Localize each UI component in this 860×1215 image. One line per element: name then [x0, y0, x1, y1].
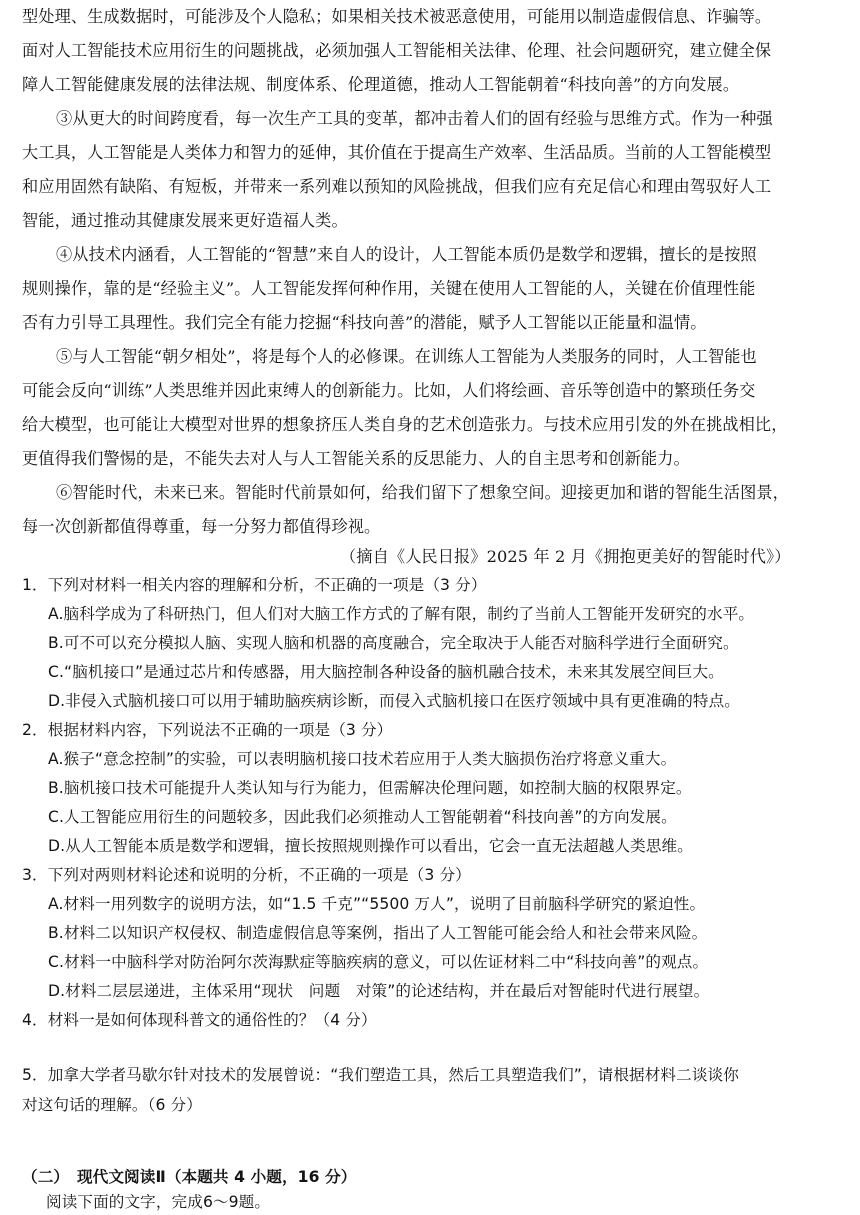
q1-option-c: C.“脑机接口”是通过芯片和传感器，用大脑控制各种设备的脑机融合技术，未来其发展空间巨大。	[48, 663, 724, 681]
passage-p4-line-3: 否有力引导工具理性。我们完全有能力挖掘“科技向善”的潜能，赋予人工智能以正能量和温情。	[22, 313, 707, 332]
q3-option-d: D.材料二层层递进，主体采用“现状 问题 对策”的论述结构，并在最后对智能时代进行展望。	[48, 982, 710, 1000]
q3-option-c: C.材料一中脑科学对防治阿尔茨海默症等脑疾病的意义，可以佐证材料二中“科技向善”的观点。	[48, 953, 709, 971]
q3-option-b: B.材料二以知识产权侵权、制造虚假信息等案例，指出了人工智能可能会给人和社会带来风险。	[48, 924, 708, 942]
passage-p3-line-4: 智能，通过推动其健康发展来更好造福人类。	[22, 211, 348, 230]
section2-heading: （二） 现代文阅读Ⅱ（本题共 4 小题，16 分）	[22, 1168, 357, 1186]
q1-option-a: A.脑科学成为了科研热门，但人们对大脑工作方式的了解有限，制约了当前人工智能开发研究的水平。	[48, 605, 755, 623]
q5-line-2: 对这句话的理解。（6 分）	[22, 1096, 202, 1114]
source-citation: （摘自《人民日报》2025 年 2 月《拥抱更美好的智能时代》）	[340, 547, 791, 566]
passage-p5-line-1: ⑤与人工智能“朝夕相处”，将是每个人的必修课。在训练人工智能为人类服务的同时，人工智能也	[56, 347, 757, 366]
passage-p5-line-3: 给大模型，也可能让大模型对世界的想象挤压人类自身的艺术创造张力。与技术应用引发的外在挑战相比，	[22, 415, 788, 434]
q2-option-a: A.猴子“意念控制”的实验，可以表明脑机接口技术若应用于人类大脑损伤治疗将意义重大。	[48, 750, 677, 768]
passage-p5-line-4: 更值得我们警惕的是，不能失去对人与人工智能关系的反思能力、人的自主思考和创新能力。	[22, 449, 690, 468]
q2-option-c: C.人工智能应用衍生的问题较多，因此我们必须推动人工智能朝着“科技向善”的方向发展。	[48, 808, 677, 826]
passage-p4-line-1: ④从技术内涵看，人工智能的“智慧”来自人的设计，人工智能本质仍是数学和逻辑，擅长的是按照	[56, 245, 757, 264]
passage-p3-line-3: 和应用固然有缺陷、有短板，并带来一系列难以预知的风险挑战，但我们应有充足信心和理由驾驭好人工	[22, 177, 772, 196]
passage-p5-line-2: 可能会反向“训练”人类思维并因此束缚人的创新能力。比如，人们将绘画、音乐等创造中的繁琐任务交	[22, 381, 756, 400]
passage-p1-line-2: 面对人工智能技术应用衍生的问题挑战，必须加强人工智能相关法律、伦理、社会问题研究，建立健全保	[22, 41, 772, 60]
q1-option-d: D.非侵入式脑机接口可以用于辅助脑疾病诊断，而侵入式脑机接口在医疗领域中具有更准确的特点。	[48, 692, 740, 710]
passage-p1-line-1: 型处理、生成数据时，可能涉及个人隐私；如果相关技术被恶意使用，可能用以制造虚假信息、诈骗等。	[22, 7, 772, 26]
passage-p4-line-2: 规则操作，靠的是“经验主义”。人工智能发挥何种作用，关键在使用人工智能的人，关键在价值理性能	[22, 279, 756, 298]
q2-stem: 2．根据材料内容，下列说法不正确的一项是（3 分）	[22, 721, 393, 739]
passage-p6-line-1: ⑥智能时代，未来已来。智能时代前景如何，给我们留下了想象空间。迎接更加和谐的智能生活图景，	[56, 483, 789, 502]
section2-instruction: 阅读下面的文字，完成6～9题。	[46, 1193, 271, 1211]
passage-p3-line-2: 大工具，人工智能是人类体力和智力的延伸，其价值在于提高生产效率、生活品质。当前的人工智能模型	[22, 143, 772, 162]
q1-stem: 1．下列对材料一相关内容的理解和分析，不正确的一项是（3 分）	[22, 576, 487, 594]
q4-stem: 4．材料一是如何体现科普文的通俗性的？（4 分）	[22, 1011, 377, 1029]
q3-option-a: A.材料一用列数字的说明方法，如“1.5 千克”“5500 万人”，说明了目前脑科学研究的紧迫性。	[48, 895, 706, 913]
q5-line-1: 5．加拿大学者马歇尔针对技术的发展曾说：“我们塑造工具，然后工具塑造我们”，请根据材料二谈谈你	[22, 1066, 739, 1084]
q2-option-d: D.从人工智能本质是数学和逻辑，擅长按照规则操作可以看出，它会一直无法超越人类思维。	[48, 837, 693, 855]
q1-option-b: B.可不可以充分模拟人脑、实现人脑和机器的高度融合，完全取决于人能否对脑科学进行全面研究。	[48, 634, 739, 652]
passage-p3-line-1: ③从更大的时间跨度看，每一次生产工具的变革，都冲击着人们的固有经验与思维方式。作为一种强	[56, 109, 773, 128]
q2-option-b: B.脑机接口技术可能提升人类认知与行为能力，但需解决伦理问题，如控制大脑的权限界定。	[48, 779, 692, 797]
passage-p1-line-3: 障人工智能健康发展的法律法规、制度体系、伦理道德，推动人工智能朝着“科技向善”的方向发展。	[22, 75, 740, 94]
passage-p6-line-2: 每一次创新都值得尊重，每一分努力都值得珍视。	[22, 517, 381, 536]
q3-stem: 3．下列对两则材料论述和说明的分析，不正确的一项是（3 分）	[22, 866, 471, 884]
